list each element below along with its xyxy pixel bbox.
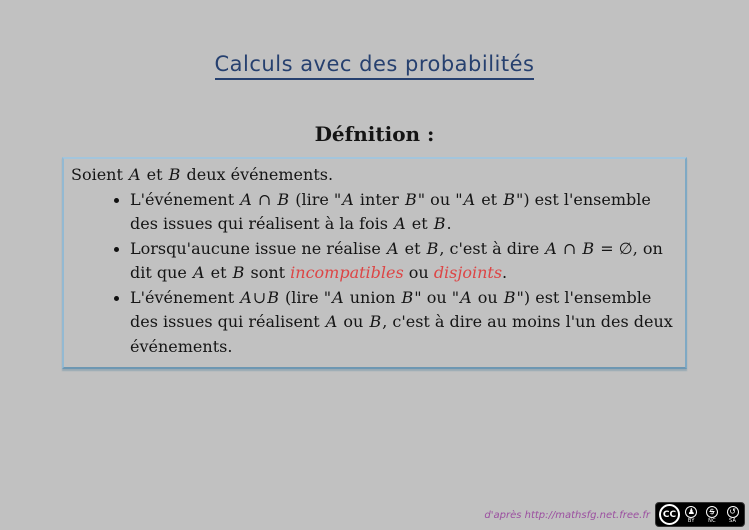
definition-bullet [130,286,677,360]
cc-nc-label: NC [708,517,716,524]
text-segment: L'événement [130,189,240,209]
cc-sa-item [727,506,739,524]
text-segment: " ou " [417,189,463,209]
cc-nc-icon: $ [706,506,718,518]
cc-by-icon: ♟ [685,506,697,518]
text-segment: union [344,287,401,307]
text-segment: B [582,238,595,258]
text-segment: A [342,189,354,209]
text-segment: B [426,238,439,258]
text-segment: A [394,214,406,233]
text-segment: ∩ [252,189,277,209]
text-segment: , c'est à dire au moins l'un des deux événements. [130,312,673,356]
page-title-text: Calculs avec des probabilités [215,52,535,80]
text-segment: B [433,214,446,233]
text-segment: B [503,189,515,209]
text-segment: ") est l'ensemble des issues qui réalisent à la fois [130,189,651,233]
definition-bullet-list [71,188,677,360]
text-segment: = ∅, on dit que [130,238,663,282]
text-segment: A [463,189,476,209]
text-segment: " ou " [414,287,460,307]
text-segment: et [476,189,503,209]
definition-intro [71,163,677,188]
text-segment: et [141,165,168,184]
cc-sa-icon: ↺ [727,506,739,518]
attribution-link[interactable]: d'après http://mathsfg.net.free.fr [484,510,650,521]
text-segment: Soient [71,165,128,184]
definition-heading: Défnition : [314,122,435,146]
text-segment: A [129,165,141,184]
text-segment: A [460,287,472,307]
text-segment: ") est l'ensemble des issues qui réalisent [130,287,652,331]
text-segment: deux événements. [181,165,334,184]
text-segment: (lire " [290,189,342,209]
text-segment: B [277,189,290,209]
cc-license-icons [683,506,741,524]
cc-by-label: BY [687,517,695,524]
text-segment: A [192,263,205,282]
cc-by-item [685,506,697,524]
text-segment: L'événement [130,287,240,307]
text-segment: et [205,263,232,282]
text-segment: disjoints [433,263,503,282]
text-segment: . [446,214,452,233]
cc-nc-item [706,506,718,524]
text-segment: A [545,238,557,258]
text-segment: B [232,263,245,282]
text-segment: B [503,287,516,307]
cc-license-badge[interactable] [655,502,745,527]
text-segment: incompatibles [290,263,404,282]
text-segment: ou [338,312,369,331]
text-segment: B [404,189,417,209]
cc-sa-label: SA [728,517,737,524]
text-segment: A [332,287,344,307]
text-segment: A [386,238,399,258]
text-segment: ∪ [252,287,267,307]
definition-bullet [130,188,677,237]
page-title [0,52,749,76]
definition-box [62,157,687,369]
text-segment: A [325,312,338,331]
definition-bullet [130,237,677,286]
text-segment: . [502,263,508,282]
text-segment: et [406,214,433,233]
text-segment: B [267,287,279,307]
text-segment: ou [403,263,434,282]
text-segment: sont [245,263,291,282]
text-segment: A [240,287,252,307]
text-segment: B [369,312,382,331]
text-segment: Lorsqu'aucune issue ne réalise [130,238,386,258]
text-segment: ou [472,287,503,307]
text-segment: B [168,165,181,184]
text-segment: B [401,287,414,307]
text-segment: (lire " [279,287,332,307]
text-segment: inter [354,189,404,209]
text-segment: et [399,238,426,258]
text-segment: ∩ [557,238,582,258]
text-segment: A [240,189,252,209]
text-segment: , c'est à dire [439,238,545,258]
cc-logo-icon: CC [659,504,680,525]
